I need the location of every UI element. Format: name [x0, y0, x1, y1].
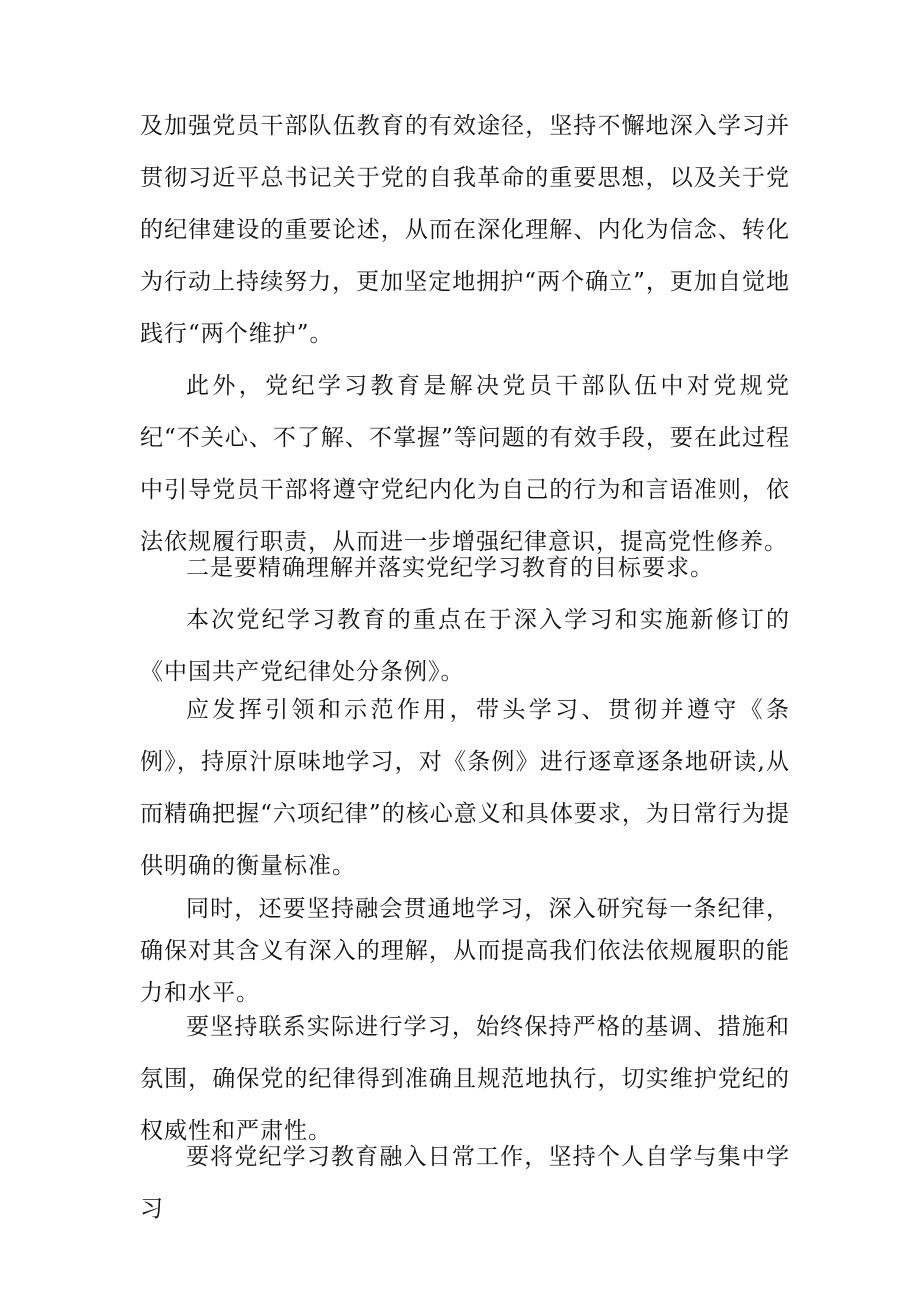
paragraph-3: 二是要精确理解并落实党纪学习教育的目标要求。: [186, 555, 714, 581]
paragraph-8: 要将党纪学习教育融入日常工作，坚持个人自学与集中学习: [140, 1144, 790, 1222]
paragraph-2: 此外，党纪学习教育是解决党员干部队伍中对党规党纪“不关心、不了解、不掌握”等问题的有效手段，要在此过程中引导党员干部将遵守党纪内化为自己的行为和言语准则，依法依规履行职责，从而进一步增强纪律意识，提高党性修养。: [140, 373, 790, 555]
paragraph-4: 本次党纪学习教育的重点在于深入学习和实施新修订的《中国共产党纪律处分条例》。: [140, 607, 790, 685]
paragraph-1: 及加强党员干部队伍教育的有效途径，坚持不懈地深入学习并贯彻习近平总书记关于党的自我革命的重要思想，以及关于党的纪律建设的重要论述，从而在深化理解、内化为信念、转化为行动上持续努力，更加坚定地拥护“两个确立”，更加自觉地践行“两个维护”。: [140, 113, 790, 347]
paragraph-5: 应发挥引领和示范作用，带头学习、贯彻并遵守《条例》，持原汁原味地学习，对《条例》进行逐章逐条地研读,从而精确把握“六项纪律”的核心意义和具体要求，为日常行为提供明确的衡量标准。: [140, 697, 790, 879]
paragraph-7: 要坚持联系实际进行学习，始终保持严格的基调、措施和氛围，确保党的纪律得到准确且规范地执行，切实维护党纪的权威性和严肃性。: [140, 1014, 790, 1144]
paragraph-6: 同时，还要坚持融会贯通地学习，深入研究每一条纪律，确保对其含义有深入的理解，从而提高我们依法依规履职的能力和水平。: [140, 896, 790, 1006]
